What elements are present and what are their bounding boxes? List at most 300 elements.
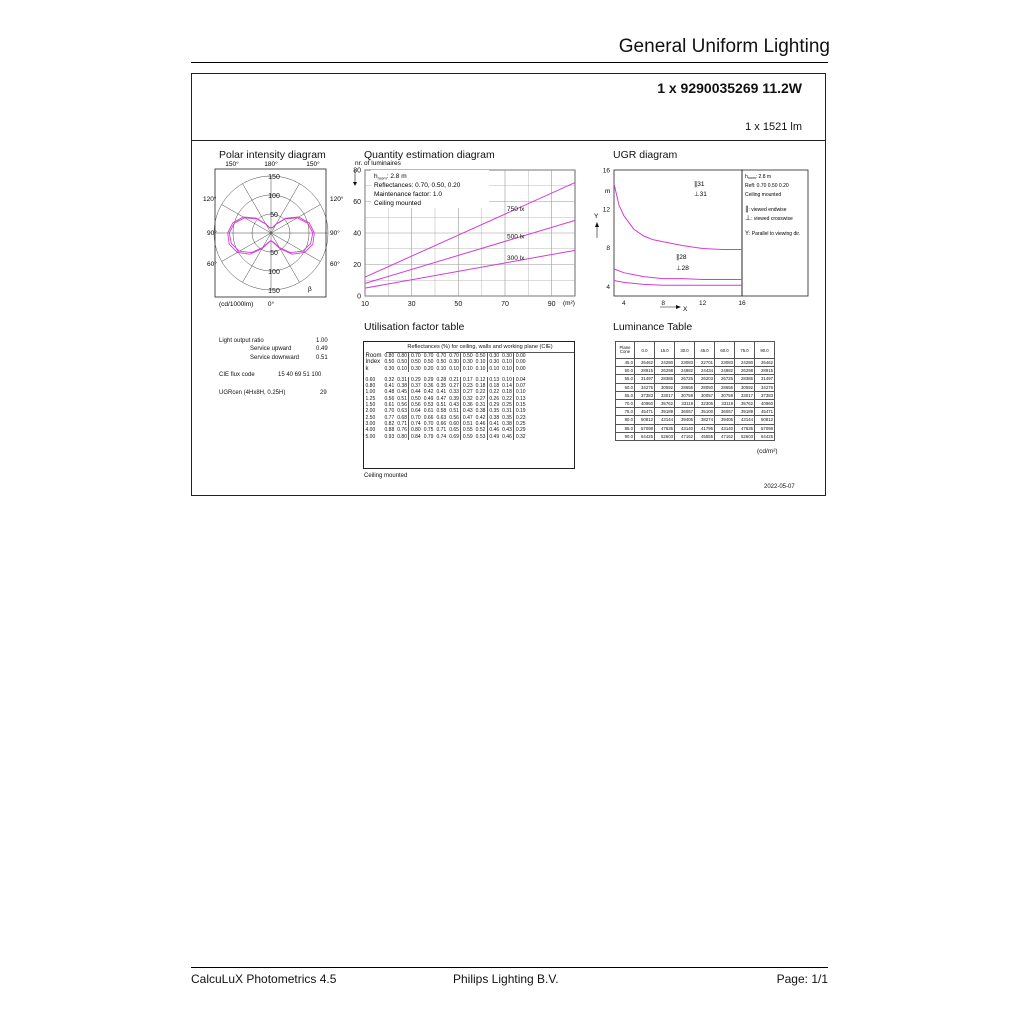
utilisation-value-cell: 0.65 (449, 427, 459, 434)
utilisation-value-cell: 0.76 (397, 427, 407, 434)
service-upward-value: 0.49 (316, 346, 328, 352)
polar-corner-label: β (308, 286, 312, 293)
utilisation-reflectance-cell: 0.00 (515, 365, 526, 372)
utilisation-value-cell: 0.33 (449, 389, 459, 396)
utilisation-value-cell: 0.55 (462, 427, 473, 434)
luminance-value-cell: 35762 (655, 399, 675, 407)
utilisation-value-cell: 0.32 (515, 433, 526, 440)
luminance-value-cell: 36057 (675, 408, 695, 416)
luminance-value-cell: 34276 (635, 383, 655, 391)
ugr-label-top-crosswise: ⊥31 (694, 191, 707, 198)
utilisation-reflectance-cell: 0.50 (475, 353, 486, 359)
luminance-cone-cell: 75.0 (616, 408, 635, 416)
utilisation-table (364, 353, 527, 440)
utilisation-room-index-label: Room (365, 353, 382, 359)
luminance-value-cell: 31497 (635, 375, 655, 383)
utilisation-reflectance-cell: 0.30 (410, 365, 421, 372)
quantity-series-line (365, 250, 575, 288)
luminance-value-cell: 26726 (715, 375, 735, 383)
table-row (616, 416, 775, 424)
ugr-y-tick: 12 (602, 206, 610, 214)
utilisation-value-cell: 0.53 (475, 433, 486, 440)
luminance-value-cell: 40960 (635, 399, 655, 407)
luminance-value-cell: 39405 (675, 416, 695, 424)
utilisation-value-cell: 0.61 (423, 408, 434, 415)
ugr-chart (590, 160, 812, 315)
frame-divider (192, 140, 826, 141)
utilisation-value-cell: 0.26 (489, 395, 500, 402)
luminance-value-cell: 26462 (755, 359, 775, 367)
utilisation-reflectance-row (364, 359, 527, 365)
utilisation-value-cell: 0.70 (384, 408, 395, 415)
utilisation-value-cell: 0.28 (436, 376, 447, 383)
table-row (616, 375, 775, 383)
luminance-cone-cell: 45.0 (616, 359, 635, 367)
utilisation-value-cell: 0.42 (423, 389, 434, 396)
utilisation-value-cell: 0.63 (436, 414, 447, 421)
utilisation-value-cell: 0.22 (489, 389, 500, 396)
utilisation-k-cell: 4.00 (365, 427, 376, 434)
luminance-value-cell: 30759 (715, 391, 735, 399)
utilisation-value-cell: 0.43 (502, 427, 512, 434)
luminaire-id: 1 x 9290035269 11.2W (657, 80, 802, 96)
luminance-value-cell: 37383 (755, 391, 775, 399)
luminance-value-cell: 22701 (695, 359, 715, 367)
utilisation-value-cell: 0.51 (436, 402, 447, 409)
utilisation-value-cell: 0.29 (489, 402, 500, 409)
utilisation-value-cell: 0.37 (410, 383, 421, 390)
utilisation-value-cell: 0.22 (502, 395, 512, 402)
utilisation-value-cell: 0.41 (436, 389, 447, 396)
luminance-value-cell: 23083 (715, 359, 735, 367)
utilisation-value-cell: 0.50 (410, 395, 421, 402)
utilisation-reflectance-cell: 0.50 (423, 359, 434, 366)
luminance-corner-plane: Plane (619, 345, 631, 350)
lor-value: 1.00 (316, 338, 328, 344)
utilisation-value-cell: 0.18 (502, 389, 512, 396)
polar-title: Polar intensity diagram (219, 149, 326, 161)
utilisation-reflectance-cell: 0.00 (515, 359, 526, 366)
utilisation-value-cell: 0.14 (502, 383, 512, 390)
utilisation-value-cell: 0.88 (384, 427, 395, 434)
polar-angle-left-60: 60° (207, 261, 217, 268)
luminance-value-cell: 30592 (655, 383, 675, 391)
ugr-y-axis: Y (594, 213, 599, 220)
polar-angle-right-60: 60° (330, 261, 340, 268)
luminance-plane-header: 60.0 (715, 342, 735, 359)
utilisation-value-cell: 0.18 (475, 383, 486, 390)
luminance-value-cell: 26298 (735, 367, 755, 375)
utilisation-value-cell: 0.46 (502, 433, 512, 440)
utilisation-value-cell: 0.56 (449, 414, 459, 421)
luminance-value-cell: 64425 (635, 432, 655, 440)
utilisation-value-cell: 0.38 (475, 408, 486, 415)
quantity-x-unit: (m²) (563, 300, 575, 307)
luminance-value-cell: 26298 (655, 367, 675, 375)
utilisation-reflectance-cell: 0.10 (475, 365, 486, 372)
ugr-label-bottom-endwise: ∥28 (676, 254, 687, 261)
utilisation-reflectance-cell: 0.10 (397, 365, 407, 372)
utilisation-value-cell: 0.22 (475, 389, 486, 396)
utilisation-value-cell: 0.51 (397, 395, 407, 402)
quantity-series-label: 750 lx (507, 206, 525, 214)
utilisation-reflectance-cell: 0.50 (384, 359, 395, 366)
luminance-value-cell: 28656 (675, 383, 695, 391)
table-row (616, 408, 775, 416)
utilisation-value-cell: 0.66 (423, 414, 434, 421)
luminance-corner (616, 342, 635, 359)
utilisation-value-cell: 0.44 (410, 389, 421, 396)
luminance-value-cell: 39189 (655, 408, 675, 416)
luminance-plane-header: 75.0 (735, 342, 755, 359)
ugr-x-tick: 16 (738, 300, 746, 307)
ugr-legend-endwise: ∥: viewed endwise (745, 206, 787, 213)
utilisation-value-cell: 0.04 (515, 376, 526, 383)
utilisation-reflectance-row (364, 366, 527, 372)
utilisation-value-cell: 0.10 (502, 376, 512, 383)
quantity-y-tick: 60 (353, 199, 361, 206)
utilisation-value-cell: 0.32 (462, 395, 473, 402)
utilisation-value-cell: 0.80 (397, 433, 407, 440)
utilisation-value-cell: 0.49 (423, 395, 434, 402)
polar-radial-label: 100 (268, 269, 280, 276)
utilisation-table-box (363, 341, 575, 469)
luminance-value-cell: 50812 (635, 416, 655, 424)
utilisation-reflectance-cell: 0.10 (436, 365, 447, 372)
table-row (616, 424, 775, 432)
luminaire-flux: 1 x 1521 lm (745, 121, 802, 133)
polar-angle-left-90: 90° (207, 230, 217, 237)
quantity-series-label: 500 lx (507, 233, 525, 241)
utilisation-reflectance-cell: 0.50 (462, 353, 473, 359)
quantity-y-tick: 80 (353, 167, 361, 175)
utilisation-value-cell: 0.56 (410, 402, 421, 409)
utilisation-value-cell: 0.38 (397, 383, 407, 390)
utilisation-k-cell: 0.80 (365, 383, 376, 390)
utilisation-value-cell: 0.18 (489, 383, 500, 390)
polar-angle-top-left: 150° (225, 161, 239, 168)
utilisation-reflectance-cell: 0.30 (502, 353, 512, 359)
luminance-value-cell: 24434 (695, 367, 715, 375)
luminance-plane-header: 0.0 (635, 342, 655, 359)
luminance-cone-cell: 60.0 (616, 383, 635, 391)
polar-radial-label: 100 (268, 193, 280, 200)
luminance-value-cell: 45471 (635, 408, 655, 416)
table-row (616, 367, 775, 375)
luminance-unit: (cd/m²) (757, 448, 778, 455)
ugr-x-tick: 12 (698, 300, 707, 307)
utilisation-room-index-label: Index (365, 359, 381, 366)
utilisation-value-cell: 0.23 (515, 414, 526, 421)
ugr-x-tick: 8 (661, 300, 666, 307)
utilisation-value-cell: 0.70 (410, 414, 421, 421)
luminance-title: Luminance Table (613, 321, 693, 333)
luminance-table (615, 341, 775, 441)
ugr-legend-h: $h_{room}$: 2.8 m (745, 174, 772, 180)
utilisation-value-cell: 0.47 (462, 414, 473, 421)
utilisation-value-cell: 0.31 (397, 376, 407, 383)
quantity-title: Quantity estimation diagram (364, 149, 495, 161)
utilisation-reflectance-cell: 0.10 (475, 359, 486, 366)
utilisation-k-cell: 2.00 (365, 408, 376, 415)
luminance-value-cell: 26203 (695, 375, 715, 383)
quantity-info-h: $h_{room}$: 2.8 m (374, 173, 407, 181)
utilisation-value-cell: 0.45 (397, 389, 407, 396)
utilisation-value-cell: 0.36 (423, 383, 434, 390)
table-row (616, 383, 775, 391)
utilisation-title: Utilisation factor table (364, 321, 465, 333)
ugr-cen-value: 29 (320, 390, 327, 396)
quantity-info-mount: Ceiling mounted (374, 200, 421, 207)
luminance-value-cell: 28656 (715, 383, 735, 391)
utilisation-reflectance-cell: 0.10 (489, 365, 500, 372)
luminance-value-cell: 50812 (755, 416, 775, 424)
utilisation-value-cell: 0.27 (462, 389, 473, 396)
utilisation-k-cell: 3.00 (365, 420, 376, 427)
footer-software: CalcuLuX Photometrics 4.5 (191, 972, 337, 986)
quantity-ylabel: nr. of luminaires (355, 160, 401, 167)
table-row (616, 359, 775, 367)
utilisation-k-cell: 1.00 (365, 389, 376, 396)
ugr-series-line (614, 281, 742, 286)
luminance-value-cell: 40960 (755, 399, 775, 407)
utilisation-value-cell: 0.68 (397, 414, 407, 421)
polar-radial-label: 50 (270, 250, 278, 257)
polar-unit: (cd/1000lm) (219, 301, 254, 308)
report-date: 2022-05-07 (764, 484, 795, 490)
quantity-x-tick: 30 (407, 301, 416, 308)
luminance-cone-cell: 65.0 (616, 391, 635, 399)
luminance-value-cell: 34276 (755, 383, 775, 391)
table-row (364, 408, 527, 414)
luminance-cone-cell: 50.0 (616, 367, 635, 375)
utilisation-reflectance-cell: 0.50 (436, 359, 447, 366)
polar-bottom-angle: 0° (267, 301, 275, 308)
luminance-plane-header: 15.0 (655, 342, 675, 359)
polar-radial-label: 150 (268, 174, 280, 181)
polar-radial-label: 150 (268, 288, 280, 295)
utilisation-value-cell: 0.25 (502, 402, 512, 409)
quantity-x-tick: 90 (547, 301, 556, 308)
luminance-value-cell: 52603 (735, 432, 755, 440)
luminance-value-cell: 28915 (635, 367, 655, 375)
quantity-x-tick: 50 (454, 301, 463, 308)
ugr-ticks (595, 168, 746, 310)
luminance-value-cell: 35100 (695, 408, 715, 416)
utilisation-value-cell: 0.17 (462, 376, 473, 383)
utilisation-value-cell: 0.52 (475, 427, 486, 434)
utilisation-value-cell: 0.25 (515, 420, 526, 427)
utilisation-reflectance-cell: 0.10 (502, 365, 512, 372)
luminance-cone-cell: 80.0 (616, 416, 635, 424)
table-row (616, 399, 775, 407)
utilisation-value-cell: 0.07 (515, 383, 526, 390)
luminance-value-cell: 32305 (695, 399, 715, 407)
quantity-info-maintenance: Maintenance factor: 1.0 (374, 191, 442, 198)
polar-angle-top-center: 180° (264, 161, 278, 168)
utilisation-value-cell: 0.31 (502, 408, 512, 415)
luminance-value-cell: 39405 (715, 416, 735, 424)
utilisation-value-cell: 0.63 (397, 408, 407, 415)
utilisation-value-cell: 0.46 (489, 427, 500, 434)
utilisation-k-cell: 0.60 (365, 376, 376, 383)
utilisation-value-cell: 0.27 (475, 395, 486, 402)
utilisation-value-cell: 0.36 (462, 402, 473, 409)
luminance-value-cell: 28050 (695, 383, 715, 391)
quantity-series-label: 300 lx (507, 254, 525, 262)
utilisation-value-cell: 0.71 (436, 427, 447, 434)
luminance-value-cell: 26462 (635, 359, 655, 367)
luminance-plane-header: 30.0 (675, 342, 695, 359)
luminance-value-cell: 28386 (735, 375, 755, 383)
utilisation-reflectance-cell: 0.70 (436, 353, 447, 359)
utilisation-value-cell: 0.35 (436, 383, 447, 390)
luminance-value-cell: 23083 (675, 359, 695, 367)
service-downward-label: Service downward (250, 355, 300, 361)
utilisation-value-cell: 0.51 (449, 408, 459, 415)
quantity-y-tick: 40 (353, 230, 361, 238)
ugr-label-top-endwise: ∥31 (694, 181, 705, 188)
utilisation-value-cell: 0.71 (397, 420, 407, 427)
utilisation-reflectance-cell: 0.70 (410, 353, 421, 359)
polar-angle-left-120: 120° (203, 196, 217, 203)
footer-rule (191, 967, 828, 968)
utilisation-value-cell: 0.23 (462, 383, 473, 390)
luminance-value-cell: 33119 (715, 399, 735, 407)
utilisation-reflectance-cell: 0.80 (384, 353, 395, 359)
utilisation-value-cell: 0.51 (462, 420, 473, 427)
luminance-value-cell: 57098 (635, 424, 655, 432)
polar-radial-label: 50 (270, 212, 278, 219)
utilisation-value-cell: 0.41 (384, 383, 395, 390)
ugr-y-tick: 4 (606, 283, 610, 291)
ugr-series-line (614, 184, 742, 250)
table-row (616, 391, 775, 399)
utilisation-value-cell: 0.39 (449, 395, 459, 402)
utilisation-value-cell: 0.15 (515, 402, 526, 409)
utilisation-reflectance-cell: 0.10 (462, 365, 473, 372)
utilisation-value-cell: 0.58 (436, 408, 447, 415)
utilisation-reflectance-cell: 0.10 (502, 359, 512, 366)
footer-company: Philips Lighting B.V. (453, 972, 559, 986)
ugr-legend-mount: Ceiling mounted (745, 192, 782, 198)
luminance-value-cell: 52603 (655, 432, 675, 440)
utilisation-k-cell: 5.00 (365, 433, 376, 440)
table-row (364, 427, 527, 433)
ugr-y-tick: 8 (606, 245, 610, 253)
ugr-title: UGR diagram (613, 149, 678, 161)
polar-angle-top-right: 150° (306, 161, 320, 168)
utilisation-value-cell: 0.64 (410, 408, 421, 415)
luminance-value-cell: 37383 (635, 391, 655, 399)
table-row (616, 432, 775, 440)
luminance-cone-cell: 85.0 (616, 424, 635, 432)
utilisation-value-cell: 0.74 (436, 433, 447, 440)
luminance-value-cell: 24280 (655, 359, 675, 367)
luminance-value-cell: 39189 (735, 408, 755, 416)
luminance-value-cell: 43140 (715, 424, 735, 432)
utilisation-value-cell: 0.35 (502, 414, 512, 421)
utilisation-value-cell: 0.21 (449, 376, 459, 383)
luminance-value-cell: 47162 (675, 432, 695, 440)
service-downward-value: 0.51 (316, 355, 328, 361)
utilisation-value-cell: 0.82 (384, 420, 395, 427)
luminance-value-cell: 57098 (755, 424, 775, 432)
utilisation-value-cell: 0.13 (489, 376, 500, 383)
luminance-value-cell: 26726 (675, 375, 695, 383)
ugr-label-bottom-crosswise: ⊥28 (676, 265, 689, 272)
luminance-value-cell: 24882 (715, 367, 735, 375)
luminance-cone-cell: 90.0 (616, 432, 635, 440)
footer-page: Page: 1/1 (776, 972, 828, 986)
utilisation-value-cell: 0.70 (423, 420, 434, 427)
ugr-cen-label: UGRcen (4Hx8H, 0.25H) (219, 390, 286, 396)
luminance-value-cell: 45471 (755, 408, 775, 416)
service-upward-label: Service upward (250, 346, 292, 352)
utilisation-value-cell: 0.43 (449, 402, 459, 409)
utilisation-reflectance-cell: 0.50 (397, 359, 407, 366)
utilisation-value-cell: 0.79 (423, 433, 434, 440)
luminance-value-cell: 45555 (695, 432, 715, 440)
luminance-value-cell: 30759 (675, 391, 695, 399)
utilisation-k-cell: 1.50 (365, 402, 376, 409)
luminance-value-cell: 64425 (755, 432, 775, 440)
utilisation-value-cell: 0.60 (449, 420, 459, 427)
utilisation-header: Reflectances (%) for ceiling, walls and working plane (CIE) (386, 342, 574, 353)
luminance-value-cell: 30057 (695, 391, 715, 399)
utilisation-value-cell: 0.80 (410, 427, 421, 434)
utilisation-value-cell: 0.42 (475, 414, 486, 421)
utilisation-value-cell: 0.74 (410, 420, 421, 427)
quantity-x-tick: 70 (501, 301, 509, 308)
utilisation-value-cell: 0.49 (489, 433, 500, 440)
luminance-value-cell: 31497 (755, 375, 775, 383)
utilisation-value-cell: 0.47 (436, 395, 447, 402)
utilisation-reflectance-cell: 0.30 (489, 359, 500, 366)
utilisation-reflectance-cell: 0.50 (410, 359, 421, 366)
utilisation-value-cell: 0.35 (489, 408, 500, 415)
utilisation-value-cell: 0.56 (397, 402, 407, 409)
utilisation-reflectance-cell: 0.20 (423, 365, 434, 372)
utilisation-value-cell: 0.29 (515, 427, 526, 434)
page-title: General Uniform Lighting (618, 36, 830, 57)
luminance-cone-cell: 70.0 (616, 399, 635, 407)
luminance-value-cell: 43144 (735, 416, 755, 424)
utilisation-note: Ceiling mounted (364, 473, 408, 479)
luminance-value-cell: 36057 (715, 408, 735, 416)
luminance-value-cell: 43140 (675, 424, 695, 432)
utilisation-value-cell: 0.10 (515, 389, 526, 396)
utilisation-reflectance-cell: 0.30 (384, 365, 395, 372)
utilisation-reflectance-cell: 0.00 (515, 353, 526, 359)
ugr-m-label: m (605, 188, 611, 195)
utilisation-value-cell: 0.48 (384, 389, 395, 396)
table-row (364, 389, 527, 395)
ugr-legend-parallel: Y: Parallel to viewing dir. (745, 231, 801, 237)
luminance-value-cell: 33119 (675, 399, 695, 407)
luminance-table-box (615, 341, 775, 441)
luminance-value-cell: 38274 (695, 416, 715, 424)
cie-flux-label: CIE flux code (219, 372, 255, 378)
ugr-y-tick: 16 (602, 167, 610, 175)
utilisation-value-cell: 0.32 (384, 376, 395, 383)
ugr-x-axis: X (683, 306, 688, 313)
utilisation-value-cell: 0.61 (384, 402, 395, 409)
polar-angle-right-120: 120° (330, 196, 344, 203)
quantity-chart (345, 158, 585, 310)
polar-diagram (195, 158, 355, 310)
luminance-value-cell: 47162 (715, 432, 735, 440)
